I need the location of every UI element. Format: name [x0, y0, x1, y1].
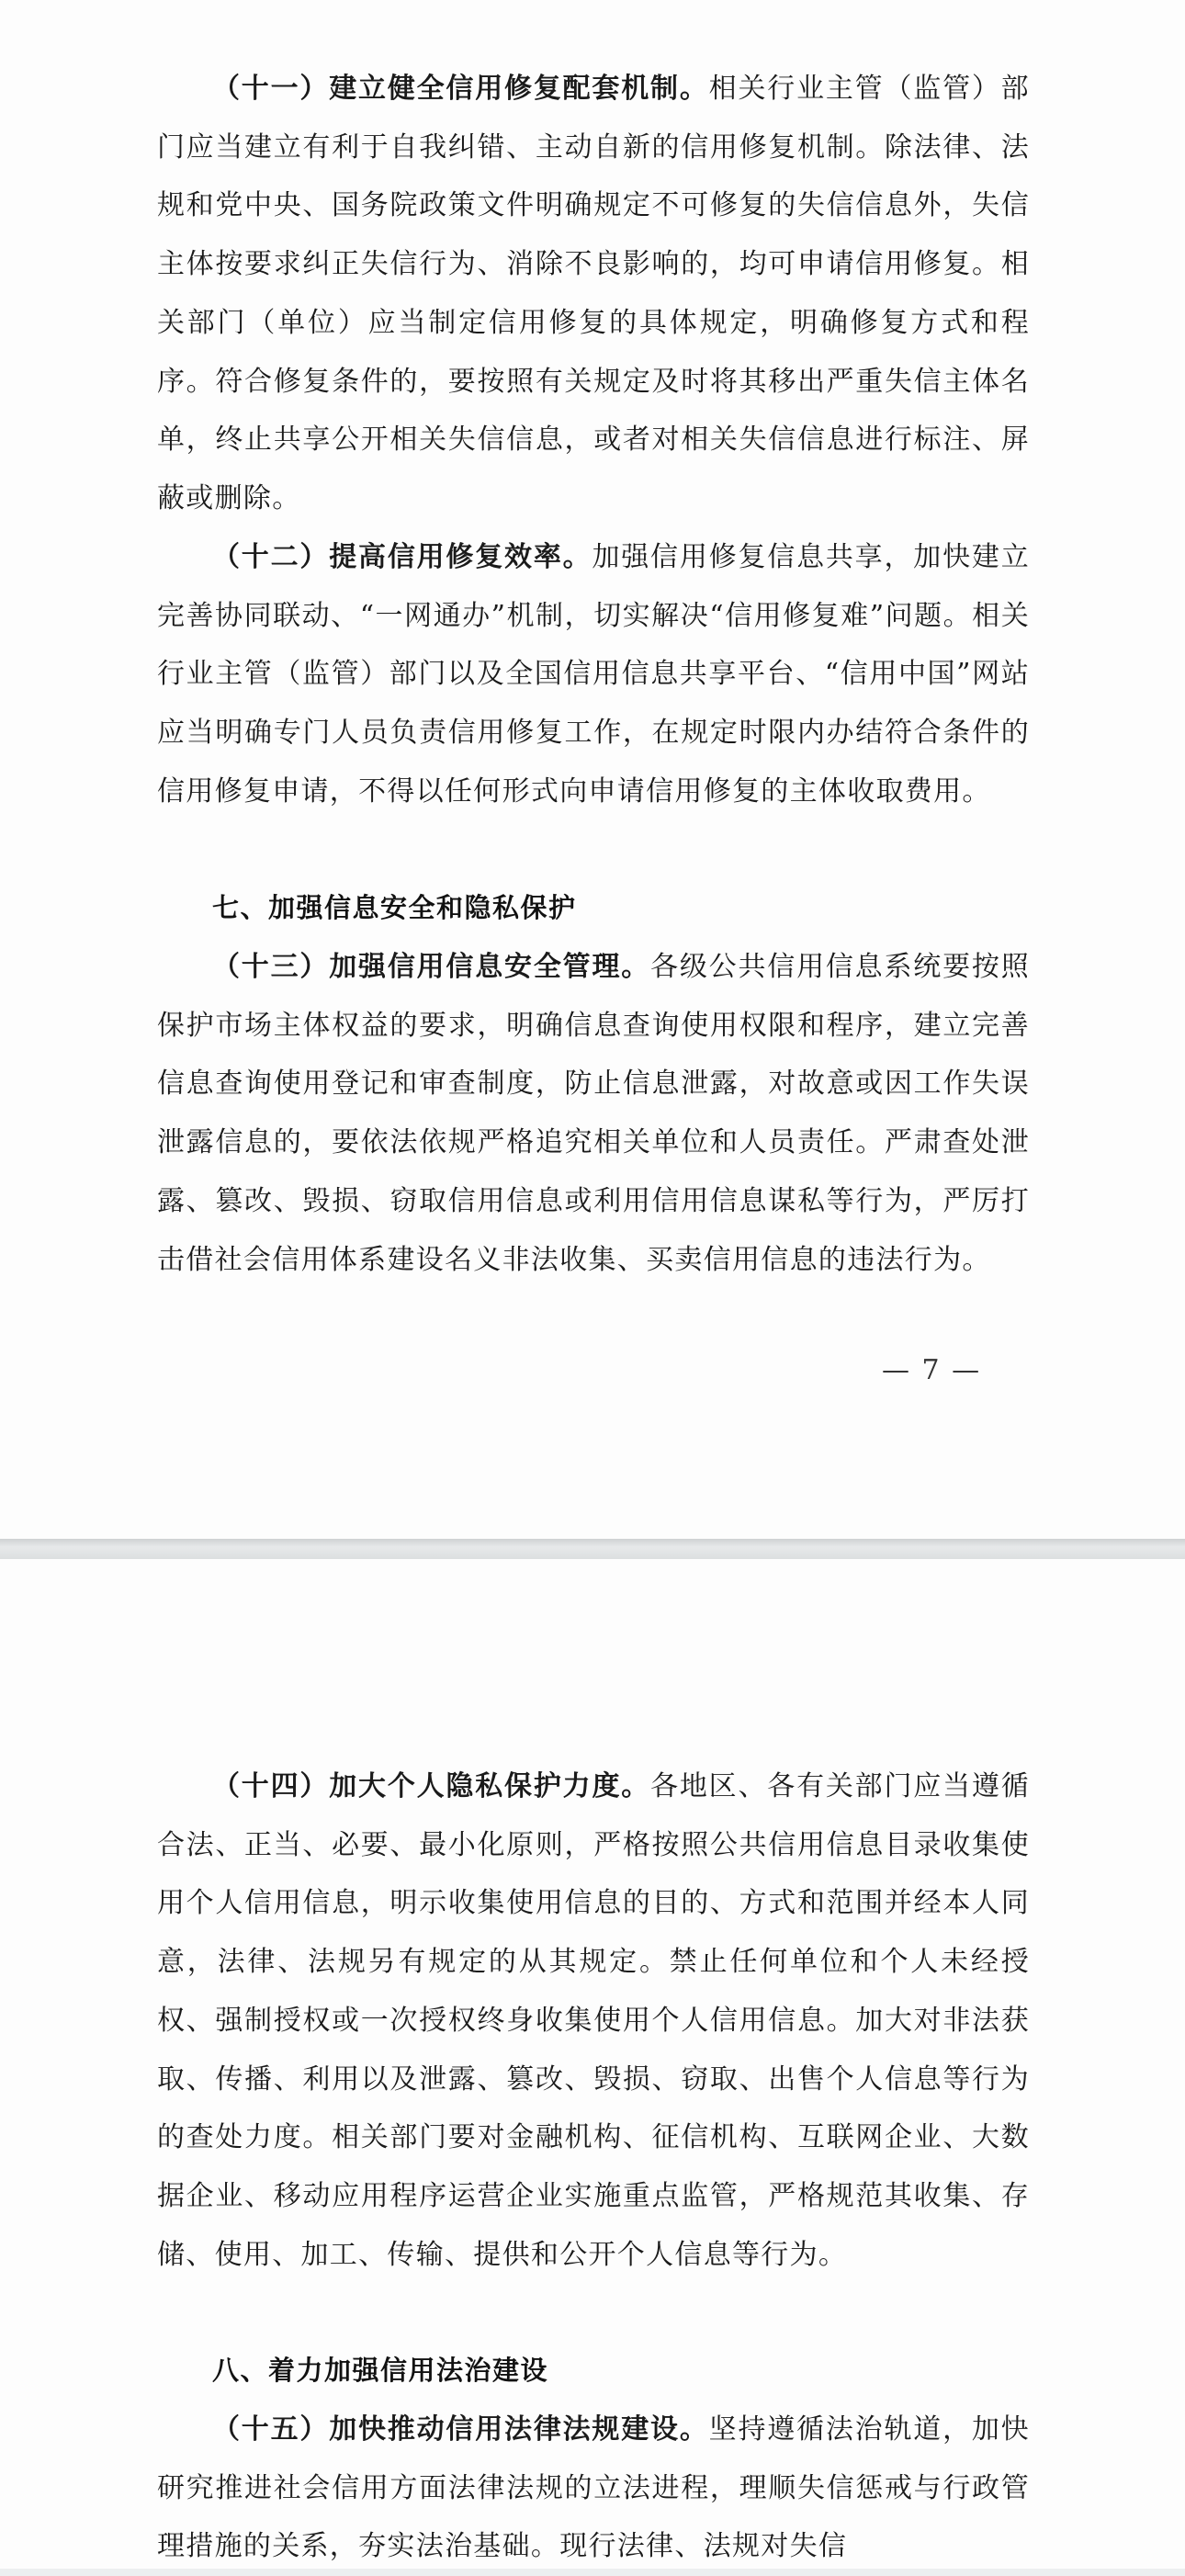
page-separator	[0, 1539, 1185, 1559]
paragraph-15	[157, 2401, 1030, 2576]
paragraph-11-body: 相关行业主管（监管）部门应当建立有利于自我纠错、主动自新的信用修复机制。除法律、法规和党中央、国务院政策文件明确规定不可修复的失信信息外，失信主体按要求纠正失信行为、消除不良影响的，均可申请信用修复。相关部门（单位）应当制定信用修复的具体规定，明确修复方式和程序。符合修复条件的，要按照有关规定及时将其移出严重失信主体名单，终止共享公开相关失信信息，或者对相关失信信息进行标注、屏蔽或删除。	[157, 73, 1030, 514]
paragraph-15-title: （十五）加快推动信用法律法规建设。	[212, 2413, 709, 2446]
paragraph-14	[157, 1757, 1030, 2284]
paragraph-11-title: （十一）建立健全信用修复配套机制。	[212, 73, 709, 105]
paragraph-13-title: （十三）加强信用信息安全管理。	[212, 951, 651, 983]
page-number: — 7 —	[882, 1354, 982, 1386]
paragraph-14-body: 各地区、各有关部门应当遵循合法、正当、必要、最小化原则，严格按照公共信用信息目录收集使用个人信用信息，明示收集使用信息的目的、方式和范围并经本人同意，法律、法规另有规定的从其规定。禁止任何单位和个人未经授权、强制授权或一次授权终身收集使用个人信用信息。加大对非法获取、传播、利用以及泄露、篡改、毁损、窃取、出售个人信息等行为的查处力度。相关部门要对金融机构、征信机构、互联网企业、大数据企业、移动应用程序运营企业实施重点监管，严格规范其收集、存储、使用、加工、传输、提供和公开个人信息等行为。	[157, 1770, 1031, 2271]
section-heading-7: 七、加强信息安全和隐私保护	[212, 892, 577, 923]
paragraph-13	[157, 938, 1030, 1289]
paragraph-12-title: （十二）提高信用修复效率。	[212, 541, 592, 573]
document-page-8	[0, 1559, 1185, 2569]
section-heading-8: 八、着力加强信用法治建设	[212, 2355, 549, 2386]
paragraph-15-body: 坚持遵循法治轨道，加快研究推进社会信用方面法律法规的立法进程，理顺失信惩戒与行政管理措施的关系，夯实法治基础。现行法律、法规对失信	[157, 2413, 1030, 2563]
paragraph-12-body: 加强信用修复信息共享，加快建立完善协同联动、“一网通办”机制，切实解决“信用修复难”问题。相关行业主管（监管）部门以及全国信用信息共享平台、“信用中国”网站应当明确专门人员负责信用修复工作，在规定时限内办结符合条件的信用修复申请，不得以任何形式向申请信用修复的主体收取费用。	[157, 541, 1031, 808]
paragraph-13-body: 各级公共信用信息系统要按照保护市场主体权益的要求，明确信息查询使用权限和程序，建立完善信息查询使用登记和审查制度，防止信息泄露，对故意或因工作失误泄露信息的，要依法依规严格追究相关单位和人员责任。严肃查处泄露、篡改、毁损、窃取信用信息或利用信用信息谋私等行为，严厉打击借社会信用体系建设名义非法收集、买卖信用信息的违法行为。	[157, 951, 1031, 1276]
paragraph-11	[157, 60, 1030, 528]
paragraph-14-title: （十四）加大个人隐私保护力度。	[212, 1770, 651, 1802]
paragraph-12	[157, 528, 1030, 821]
